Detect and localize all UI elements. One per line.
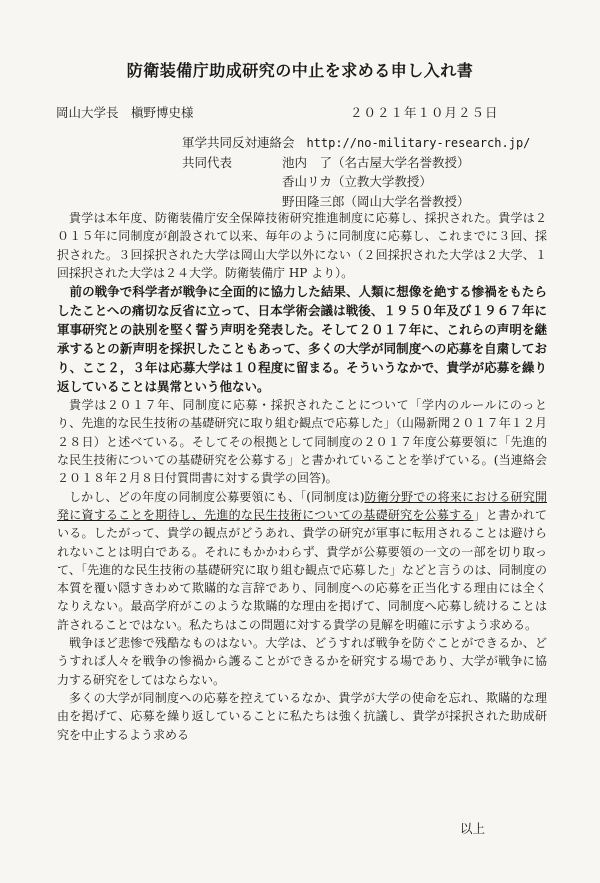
representative: 香山リカ（立教大学教授） [282, 174, 432, 189]
paragraph-1: 貴学は本年度、防衛装備庁安全保障技術研究推進制度に応募し、採択された。貴学は２０１５年に同制度が創設されて以来、毎年のように同制度に応募し、これまでに３回、採択された。３回採択された大学は岡山大学以外にない（２回採択された大学は２大学、１回採択された大学は２４大学。防衛装備庁 HP より）。 [57, 211, 547, 280]
closing-mark: 以上 [460, 821, 486, 836]
representative: 野田隆三郎（岡山大学名誉教授） [282, 193, 470, 209]
representative: 池内 了（名古屋大学名誉教授） [282, 154, 470, 170]
letter-date: ２０２１年１０月２５日 [350, 105, 499, 120]
sender-block [182, 133, 530, 211]
sender-url: http://no-military-research.jp/ [306, 136, 531, 150]
paragraph-5: 戦争ほど悲惨で残酷なものはない。大学は、どうすれば戦争を防ぐことができるか、どうすれば人々を戦争の惨禍から護ることができるかを研究する場であり、大学が戦争に協力する研究をしてはならない。 [57, 636, 547, 687]
paragraph-3: 貴学は２０１７年、同制度に応募・採択されたことについて「学内のルールにのっとり、先進的な民生技術の基礎研究に取り組む観点で応募した」（山陽新聞２０１７年１２月２８日）と述べている。そしてその根拠として同制度の２０１７年度公募要領に「先進的な民生技術についての基礎研究を公募する」と書かれていることを挙げている。(当連絡会２０１８年２月８日付質問書に対する貴学の回答)。 [57, 398, 547, 486]
sender-org: 軍学共同反対連絡会 [182, 135, 295, 150]
paragraph-4-lead: しかし、どの年度の同制度公募要領にも、「(同制度は) [69, 489, 365, 504]
letter-body [57, 209, 547, 744]
paragraph-4-rest: 」と書かれている。したがって、貴学の観点がどうあれ、貴学の研究が軍事に転用されることは避けられないことは明白である。それにもかかわらず、貴学が公募要領の一文の一部を切り取って、「先進的な民生技術の基礎研究に取り組む観点で応募した」などと言うのは、同制度の本質を覆い隠すきわめて欺瞞的な言辞であり、同制度への応募を正当化する理由には全くなりえない。最高学府がこのような欺瞞的な理由を掲げて、同制度へ応募し続けることは許されることではない。私たちはこの問題に対する貴学の見解を明確に示すよう求める。 [57, 507, 547, 632]
document-title: 防衛装備庁助成研究の中止を求める申し入れ書 [126, 61, 474, 80]
rep-label: 共同代表 [182, 154, 233, 170]
paragraph-4 [57, 488, 547, 634]
paragraph-2: 前の戦争で科学者が戦争に全面的に協力した結果、人類に想像を絶する惨禍をもたらしたことへの痛切な反省に立って、日本学術会議は戦後、１９５０年及び１９６７年に軍事研究との訣別を堅く誓う声明を発表した。そして２０１７年に、これらの声明を継承するとの新声明を採択したこともあって、多くの大学が同制度への応募を自粛しており、ここ２，３年は応募大学は１０程度に留まる。そういうなかで、貴学が応募を繰り返していることは異常という他ない。 [57, 284, 547, 395]
paragraph-4-quote: 防衛分野での将来における研究開発に資することを期待し、先進的な民生技術についての基礎研究を公募する [57, 489, 547, 522]
paragraph-6: 多くの大学が同制度への応募を控えているなか、貴学が大学の使命を忘れ、欺瞞的な理由を掲げて、応募を繰り返していることに私たちは強く抗議し、貴学が採択された助成研究を中止するよう求める [57, 690, 547, 742]
recipient: 岡山大学長 槇野博史様 [56, 105, 194, 120]
